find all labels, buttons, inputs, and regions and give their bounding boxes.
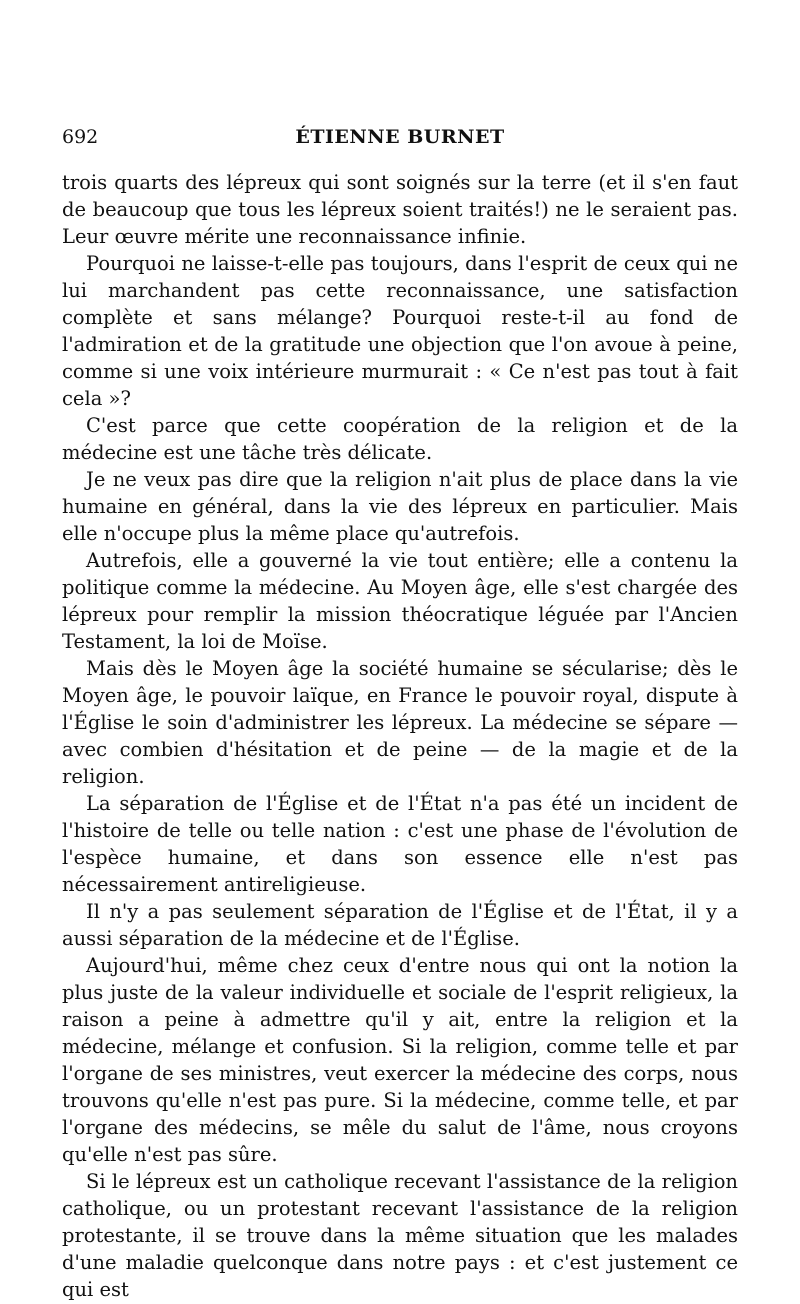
paragraph: Aujourd'hui, même chez ceux d'entre nous qui ont la notion la plus juste de la valeur individuelle et sociale de l'esprit religieux, la raison a peine à admettre qu'il y ait, entre la religion et la médecine, mélange et confusion. Si la religion, comme telle et par l'organe de ses ministres, veut exercer la médecine des corps, nous trouvons qu'elle n'est pas pure. Si la médecine, comme telle, et par l'organe des médecins, se mêle du salut de l'âme, nous croyons qu'elle n'est pas sûre. — [62, 954, 738, 1166]
paragraph: Je ne veux pas dire que la religion n'ait plus de place dans la vie humaine en général, dans la vie des lépreux en particulier. Mais elle n'occupe plus la même place qu'autrefois. — [62, 468, 738, 545]
running-title: ÉTIENNE BURNET — [295, 126, 505, 148]
paragraph: Mais dès le Moyen âge la société humaine se sécularise; dès le Moyen âge, le pouvoir laïque, en France le pouvoir royal, dispute à l'Église le soin d'administrer les lépreux. La médecine se sépare — avec combien d'hésitation et de peine — de la magie et de la religion. — [62, 657, 738, 788]
book-page — [62, 122, 738, 1303]
paragraph: Pourquoi ne laisse-t-elle pas toujours, dans l'esprit de ceux qui ne lui marchandent pas cette reconnaissance, une satisfaction complète et sans mélange? Pourquoi reste-t-il au fond de l'admiration et de la gratitude une objection que l'on avoue à peine, comme si une voix intérieure murmurait : « Ce n'est pas tout à fait cela »? — [62, 252, 738, 410]
page-number: 692 — [62, 126, 99, 148]
paragraph: Autrefois, elle a gouverné la vie tout entière; elle a contenu la politique comme la médecine. Au Moyen âge, elle s'est chargée des lépreux pour remplir la mission théocratique léguée par l'Ancien Testament, la loi de Moïse. — [62, 549, 738, 653]
paragraph: Il n'y a pas seulement séparation de l'Église et de l'État, il y a aussi séparation de la médecine et de l'Église. — [62, 900, 738, 950]
paragraph-continued: trois quarts des lépreux qui sont soignés sur la terre (et il s'en faut de beaucoup que tous les lépreux soient traités!) ne le seraient pas. Leur œuvre mérite une reconnaissance infinie. — [62, 171, 738, 248]
paragraph: La séparation de l'Église et de l'État n'a pas été un incident de l'histoire de telle ou telle nation : c'est une phase de l'évolution de l'espèce humaine, et dans son essence elle n'est pas nécessairement antireligieuse. — [62, 792, 738, 896]
paragraph: C'est parce que cette coopération de la religion et de la médecine est une tâche très délicate. — [62, 414, 738, 464]
running-header — [62, 122, 738, 152]
body-text — [62, 169, 738, 1303]
paragraph: Si le lépreux est un catholique recevant l'assistance de la religion catholique, ou un protestant recevant l'assistance de la religion protestante, il se trouve dans la même situation que les malades d'une maladie quelconque dans notre pays : et c'est justement ce qui est — [62, 1170, 738, 1301]
